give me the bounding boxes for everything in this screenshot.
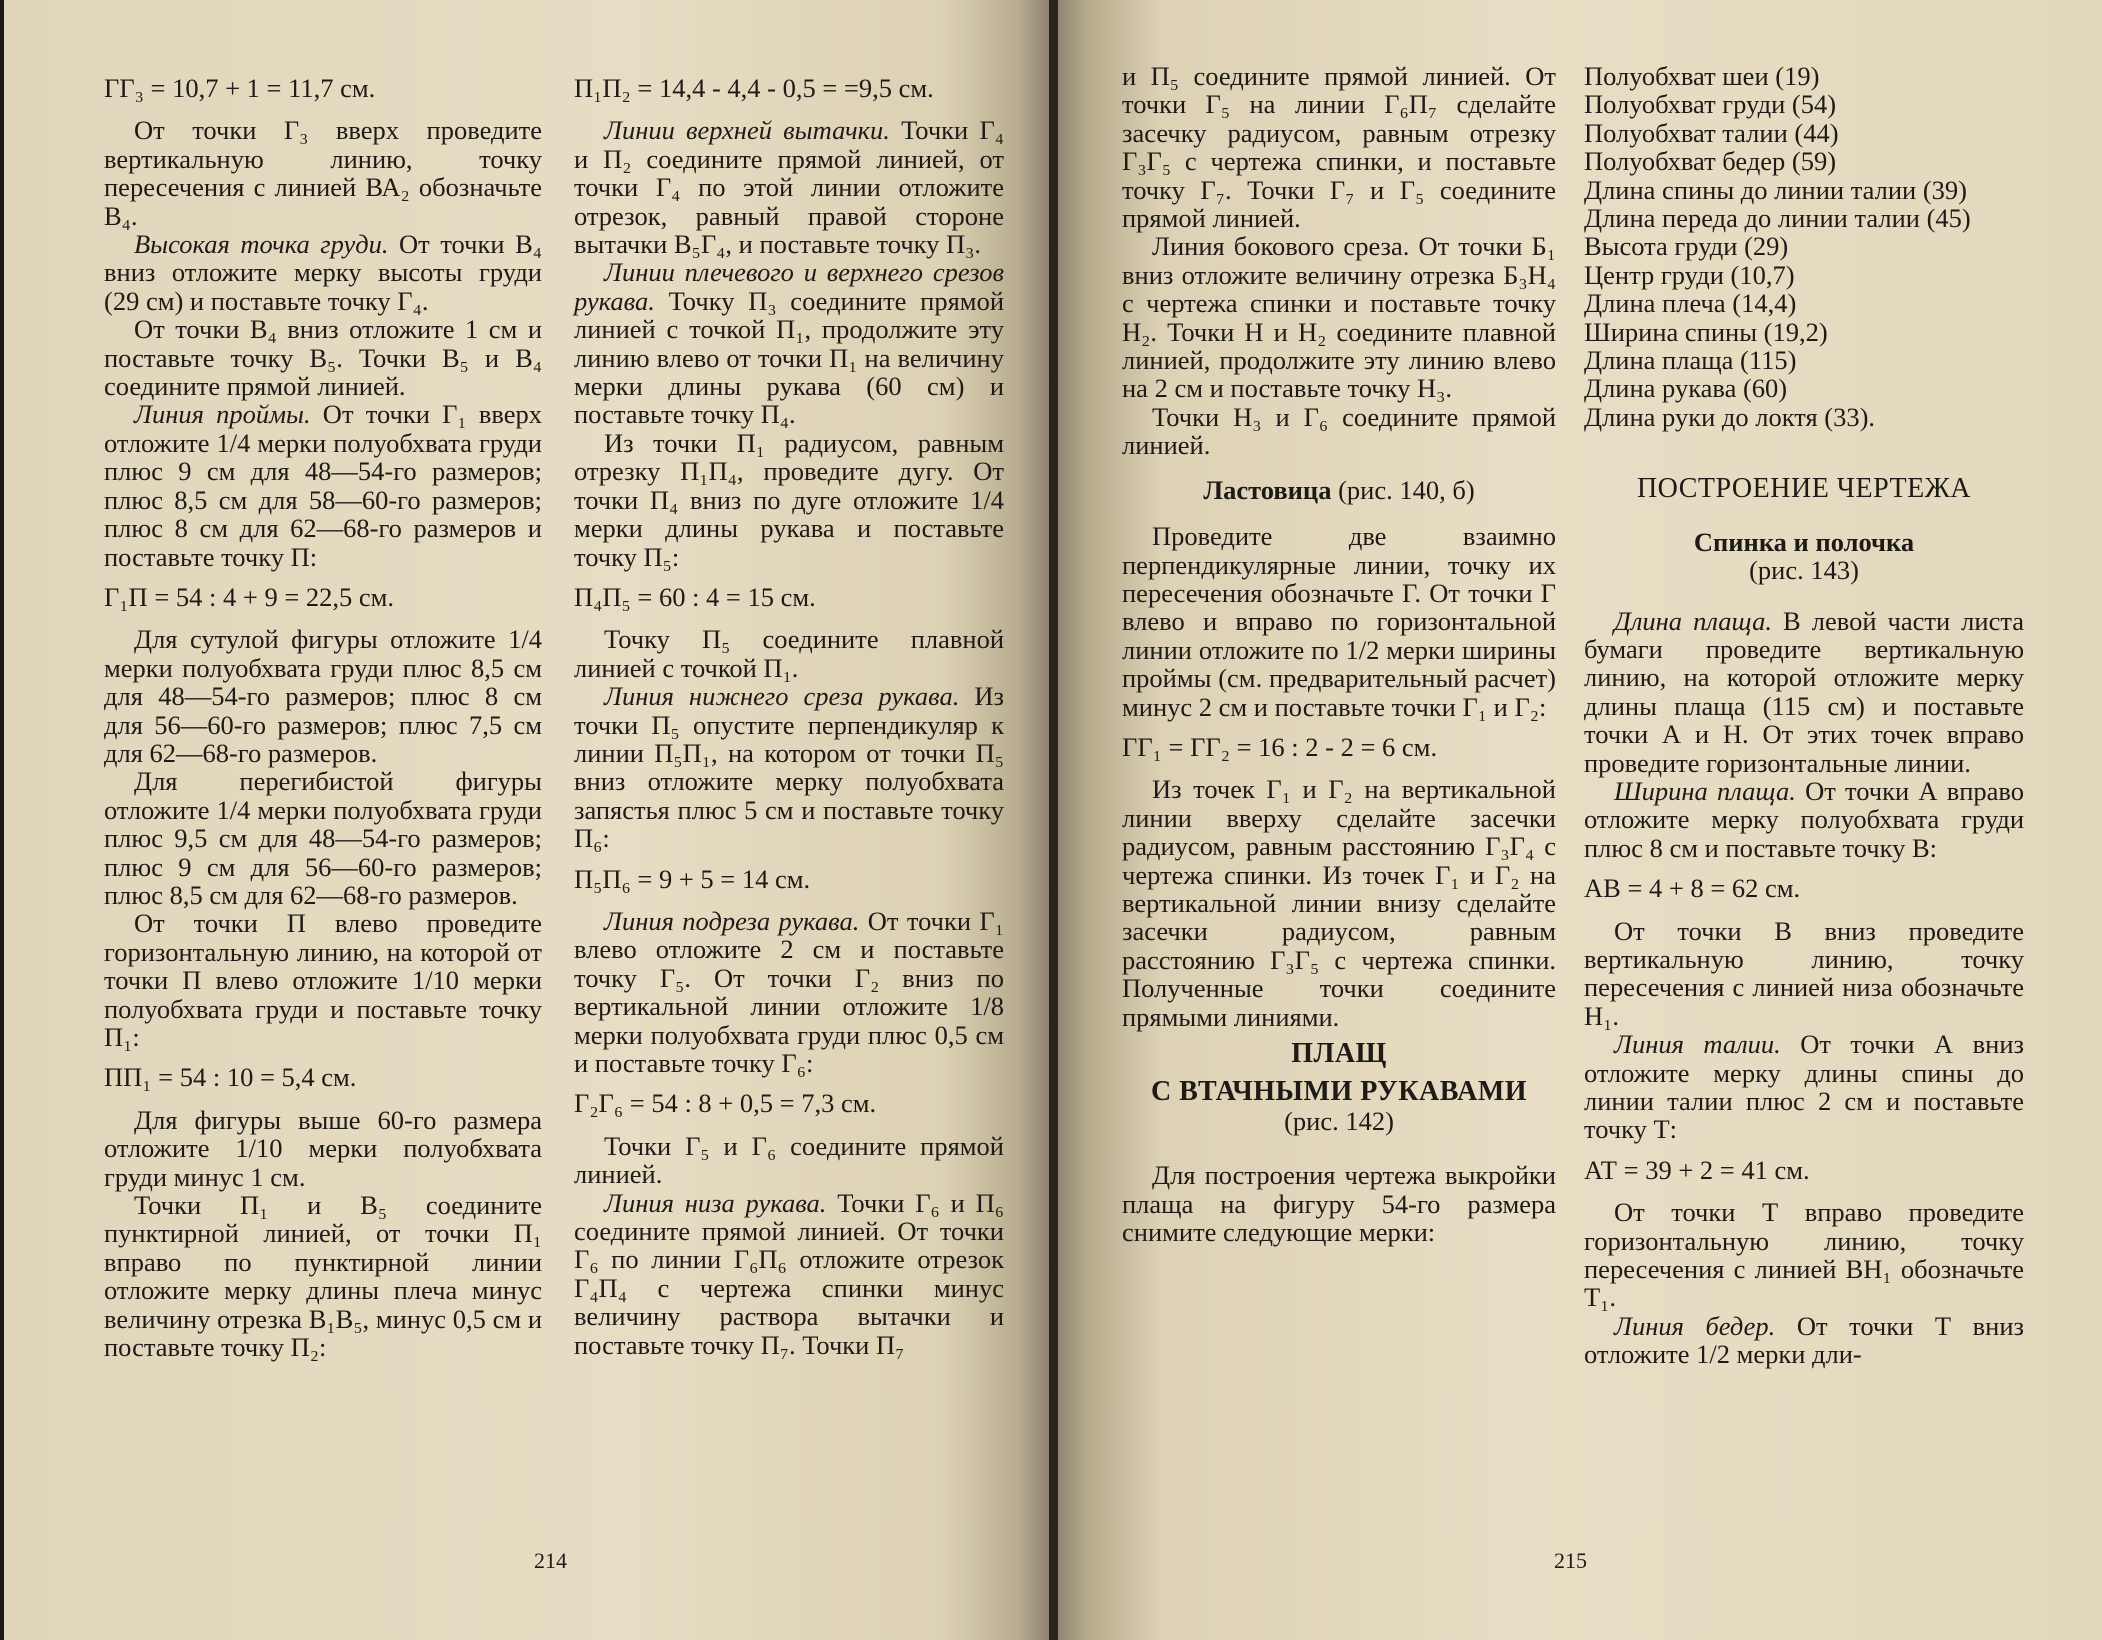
right-page-column-2 bbox=[1584, 62, 2024, 1369]
paragraph bbox=[1584, 1312, 2024, 1369]
italic-term: Линия низа рукава. bbox=[604, 1187, 827, 1218]
paragraph bbox=[1584, 1030, 2024, 1144]
paragraph-text: От точки Т вниз отложите 1/2 мерки дли- bbox=[1584, 1310, 2024, 1370]
italic-term: Ширина плаща. bbox=[1614, 775, 1796, 806]
left-page-column-2 bbox=[574, 62, 1004, 1359]
italic-term: Высокая точка груди. bbox=[134, 229, 389, 260]
right-page bbox=[1058, 0, 2102, 1640]
page-number-left: 214 bbox=[534, 1548, 567, 1573]
paragraph-text: Точки Г₆ и П₆ соедините прямой линией. От точки Г₆ по линии Г₆П₆ отложите отрезок Г₄П₄ с чертежа спинки минус величину раствора вытачки и поставьте точку П₇. Точки П₇ bbox=[574, 1187, 1004, 1360]
paragraph: Проведите две взаимно перпендикулярные линии, точку их пересечения обозначьте Г. От точки Г влево и вправо по горизонтальной линии отложите по 1/2 мерки ширины проймы (см. предварительный расчет) минус 2 см и поставьте точки Г₁ и Г₂: bbox=[1122, 521, 1556, 722]
measurement-item: Длина рукава (60) bbox=[1584, 373, 1788, 404]
paragraph-text: От точки А вправо отложите мерку полуобхвата груди плюс 8 см и поставьте точку В: bbox=[1584, 775, 2025, 863]
chapter-title: ПЛАЩ bbox=[1291, 1038, 1387, 1069]
right-page-column-2-text bbox=[1584, 607, 2024, 1369]
heading-bold-text: Ластовица bbox=[1203, 474, 1332, 505]
formula: ПП₁ = 54 : 10 = 5,4 см. bbox=[104, 1062, 357, 1093]
right-page-column-1 bbox=[1122, 62, 1556, 1247]
formula: Г₁П = 54 : 4 + 9 = 22,5 см. bbox=[104, 581, 395, 612]
paragraph bbox=[574, 682, 1004, 852]
italic-term: Линия проймы. bbox=[134, 399, 311, 430]
paragraph-text: Точку П₃ соедините прямой линией с точкой П₁, продолжите эту линию влево от точки П₁ на величину мерки длины рукава (60 см) и поставьте точку П₄. bbox=[574, 285, 1004, 430]
paragraph-text: От точки Г₁ влево отложите 2 см и поставьте точку Г₅. От точки Г₂ вниз по вертикальной линии отложите 1/8 мерки полуобхвата груди плюс 0,5 см и поставьте точку Г₆: bbox=[574, 905, 1004, 1078]
formula: П₄П₅ = 60 : 4 = 15 см. bbox=[574, 581, 816, 612]
paragraph: Линия бокового среза. От точки Б₁ вниз отложите величину отрезка Б₃Н₄ с чертежа спинки и поставьте точку Н₂. Точки Н и Н₂ соедините плавной линией, продолжите эту линию влево на 2 см и поставьте точку Н₃. bbox=[1122, 231, 1556, 404]
paragraph: и П₅ соедините прямой линией. От точки Г₅ на линии Г₆П₇ сделайте засечку радиусом, равным отрезку Г₃Г₅ с чертежа спинки, и поставьте точку Г₇. Точки Г₇ и Г₅ соедините прямой линией. bbox=[1122, 61, 1556, 234]
italic-term: Линии плечевого и верхнего срезов рукава. bbox=[574, 257, 1004, 316]
paragraph bbox=[574, 1189, 1004, 1359]
measurement-item: Длина руки до локтя (33). bbox=[1584, 401, 1876, 432]
measurement-item: Ширина спины (19,2) bbox=[1584, 316, 1828, 347]
paragraph bbox=[1584, 607, 2024, 777]
figure-heading bbox=[1122, 476, 1556, 504]
italic-term: Линия талии. bbox=[1614, 1029, 1781, 1060]
italic-term: Линия бедер. bbox=[1614, 1310, 1776, 1341]
paragraph-text: В левой части листа бумаги проведите вертикальную линию, на которой отложите мерку длины плаща (115 см) и поставьте точки А и Н. От этих точек вправо проведите горизонтальные линии. bbox=[1584, 605, 2025, 778]
measurement-item: Центр груди (10,7) bbox=[1584, 259, 1795, 290]
paragraph bbox=[1584, 777, 2024, 862]
book-gutter bbox=[1049, 0, 1058, 1640]
chapter-title: С ВТАЧНЫМИ РУКАВАМИ bbox=[1150, 1076, 1528, 1107]
measurements-list bbox=[1584, 62, 2024, 431]
left-page-column-1 bbox=[104, 62, 542, 1361]
figure-caption: (рис. 142) bbox=[1284, 1106, 1394, 1136]
paragraph-text: От точки Г₁ вверх отложите 1/4 мерки полуобхвата груди плюс 9 см для 48—54-го размеров; плюс 8,5 см для 58—60-го размеров; плюс 8 см для 62—68-го размеров и поставьте точку П: bbox=[104, 399, 542, 572]
paragraph bbox=[574, 258, 1004, 428]
paragraph: Точки Г₅ и Г₆ соедините прямой линией. bbox=[574, 1130, 1004, 1190]
measurement-item: Полуобхват груди (54) bbox=[1584, 89, 1837, 120]
italic-term: Линия нижнего среза рукава. bbox=[604, 681, 960, 712]
formula: Г₂Г₆ = 54 : 8 + 0,5 = 7,3 см. bbox=[574, 1088, 877, 1119]
paragraph: От точки В₄ вниз отложите 1 см и поставьте точку В₅. Точки В₅ и В₄ соедините прямой линией. bbox=[104, 314, 542, 402]
paragraph bbox=[104, 400, 542, 570]
paragraph-text: Из точки П₅ опустите перпендикуляр к линии П₅П₁, на котором от точки П₅ вниз отложите мерку полуобхвата запястья плюс 5 см и поставьте точку П₆: bbox=[574, 681, 1004, 854]
paragraph: Для фигуры выше 60-го размера отложите 1/10 мерки полуобхвата груди минус 1 см. bbox=[104, 1104, 542, 1192]
formula: П₁П₂ = 14,4 - 4,4 - 0,5 = =9,5 см. bbox=[574, 73, 934, 103]
subsection-title: Спинка и полочка bbox=[1693, 526, 1915, 557]
paragraph-text: От точки В₄ вниз отложите мерку высоты груди (29 см) и поставьте точку Г₄. bbox=[104, 229, 542, 316]
measurement-item: Длина плеча (14,4) bbox=[1584, 288, 1797, 319]
paragraph: Для перегибистой фигуры отложите 1/4 мерки полуобхвата груди плюс 9,5 см для 48—54-го размеров; плюс 9 см для 56—60-го размеров; плюс 8,5 см для 62—68-го размеров. bbox=[104, 766, 542, 910]
paragraph: От точки Г₃ вверх проведите вертикальную линию, точку пересечения с линией ВА₂ обозначьте В₄. bbox=[104, 115, 542, 231]
paragraph: Точки П₁ и В₅ соедините пунктирной линией, от точки П₁ вправо по пунктирной линии отложите мерку длины плеча минус величину отрезка В₁В₅, минус 0,5 см и поставьте точку П₂: bbox=[104, 1190, 542, 1363]
paragraph-text: От точки А вниз отложите мерку длины спины до линии талии плюс 2 см и поставьте точку Т: bbox=[1584, 1029, 2024, 1145]
paragraph: Для построения чертежа выкройки плаща на фигуру 54-го размера снимите следующие мерки: bbox=[1122, 1160, 1556, 1248]
formula: АТ = 39 + 2 = 41 см. bbox=[1584, 1154, 1810, 1185]
heading-caption: (рис. 140, б) bbox=[1331, 474, 1475, 505]
page-number-right: 215 bbox=[1554, 1548, 1587, 1573]
measurement-item: Длина плаща (115) bbox=[1584, 345, 1797, 376]
paragraph-text: Точки Г₄ и П₂ соедините прямой линией, от точки Г₄ по этой линии отложите отрезок, равный правой стороне вытачки В₅Г₄, и поставьте точку П₃. bbox=[574, 115, 1004, 260]
measurement-item: Полуобхват бедер (59) bbox=[1584, 146, 1837, 177]
formula: ГГ₃ = 10,7 + 1 = 11,7 см. bbox=[104, 73, 376, 103]
section-title: ПОСТРОЕНИЕ ЧЕРТЕЖА bbox=[1636, 473, 1972, 505]
paragraph: Из точки П₁ радиусом, равным отрезку П₁П₄, проведите дугу. От точки П₄ вниз по дуге отложите 1/4 мерки длины рукава и поставьте точку П₅: bbox=[574, 427, 1004, 572]
paragraph: От точки П влево проведите горизонтальную линию, на которой от точки П влево отложите 1/10 мерки полуобхвата груди и поставьте точку П₁: bbox=[104, 908, 542, 1052]
measurement-item: Полуобхват шеи (19) bbox=[1584, 61, 1820, 91]
measurement-item: Полуобхват талии (44) bbox=[1584, 117, 1839, 148]
formula: ГГ₁ = ГГ₂ = 16 : 2 - 2 = 6 см. bbox=[1122, 731, 1438, 762]
paragraph bbox=[104, 230, 542, 315]
paragraph bbox=[574, 907, 1004, 1077]
measurement-item: Длина переда до линии талии (45) bbox=[1584, 203, 1971, 234]
paragraph: Точку П₅ соедините плавной линией с точкой П₁. bbox=[574, 624, 1004, 683]
paragraph: Из точек Г₁ и Г₂ на вертикальной линии вверху сделайте засечки радиусом, равным расстоянию Г₃Г₄ с чертежа спинки. Из точек Г₁ и Г₂ на вертикальной линии внизу сделайте засечки радиусом, равным расстоянию Г₃Г₅ с чертежа спинки. Полученные точки соедините прямыми линиями. bbox=[1122, 774, 1556, 1032]
left-page bbox=[4, 0, 1049, 1640]
subsection-caption: (рис. 143) bbox=[1749, 555, 1859, 586]
paragraph: Точки Н₃ и Г₆ соедините прямой линией. bbox=[1122, 401, 1556, 461]
paragraph: От точки В вниз проведите вертикальную линию, точку пересечения с линией низа обозначьте Н₁. bbox=[1584, 915, 2024, 1031]
paragraph: От точки Т вправо проведите горизонтальную линию, точку пересечения с линией ВН₁ обозначьте Т₁. bbox=[1584, 1197, 2024, 1313]
italic-term: Линии верхней вытачки. bbox=[604, 115, 890, 146]
italic-term: Длина плаща. bbox=[1614, 605, 1773, 636]
paragraph: Для сутулой фигуры отложите 1/4 мерки полуобхвата груди плюс 8,5 см для 48—54-го размеров; плюс 8 см для 56—60-го размеров; плюс 7,5 см для 62—68-го размеров. bbox=[104, 624, 542, 768]
measurement-item: Длина спины до линии талии (39) bbox=[1584, 174, 1967, 205]
paragraph bbox=[574, 116, 1004, 258]
formula: АВ = 4 + 8 = 62 см. bbox=[1584, 873, 1801, 904]
italic-term: Линия подреза рукава. bbox=[604, 905, 860, 936]
measurement-item: Высота груди (29) bbox=[1584, 231, 1789, 262]
formula: П₅П₆ = 9 + 5 = 14 см. bbox=[574, 863, 811, 894]
